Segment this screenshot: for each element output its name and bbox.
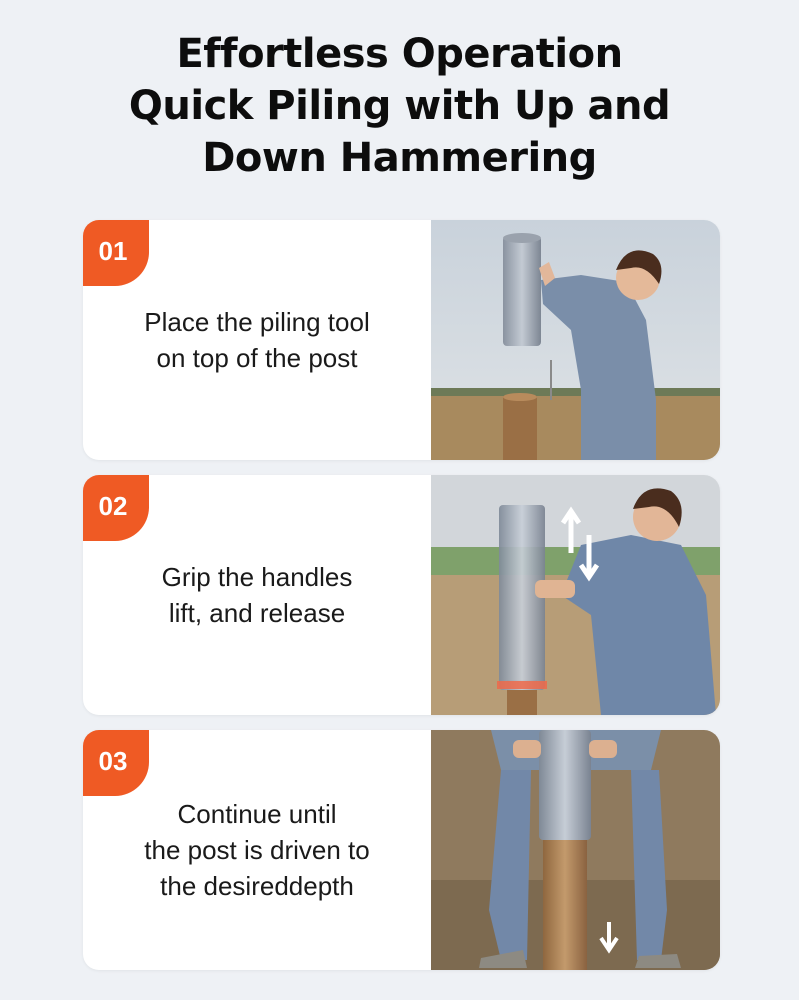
step-number-badge: 01 xyxy=(83,220,149,286)
step-text-line: Grip the handles xyxy=(161,562,353,592)
title-line-2: Quick Piling with Up and xyxy=(128,83,671,129)
step-text-line: the desireddepth xyxy=(160,871,354,901)
step-text-line: on top of the post xyxy=(156,343,358,373)
step-card-1 xyxy=(83,220,720,460)
page-title xyxy=(0,28,799,184)
step-number-badge: 03 xyxy=(83,730,149,796)
step-text-line: Continue until xyxy=(177,799,337,829)
step-card-2 xyxy=(83,475,720,715)
step-card-3 xyxy=(83,730,720,970)
step-photo-place-tool xyxy=(431,220,720,460)
step-number-badge: 02 xyxy=(83,475,149,541)
step-text-line: Place the piling tool xyxy=(144,307,370,337)
step-photo-grip-handles xyxy=(431,475,720,715)
step-photo-drive-post xyxy=(431,730,720,970)
title-line-3: Down Hammering xyxy=(202,135,597,181)
title-line-1: Effortless Operation xyxy=(176,31,623,77)
step-description xyxy=(83,220,431,460)
step-description xyxy=(83,475,431,715)
step-description xyxy=(83,730,431,970)
step-text-line: the post is driven to xyxy=(144,835,370,865)
step-text-line: lift, and release xyxy=(168,598,346,628)
